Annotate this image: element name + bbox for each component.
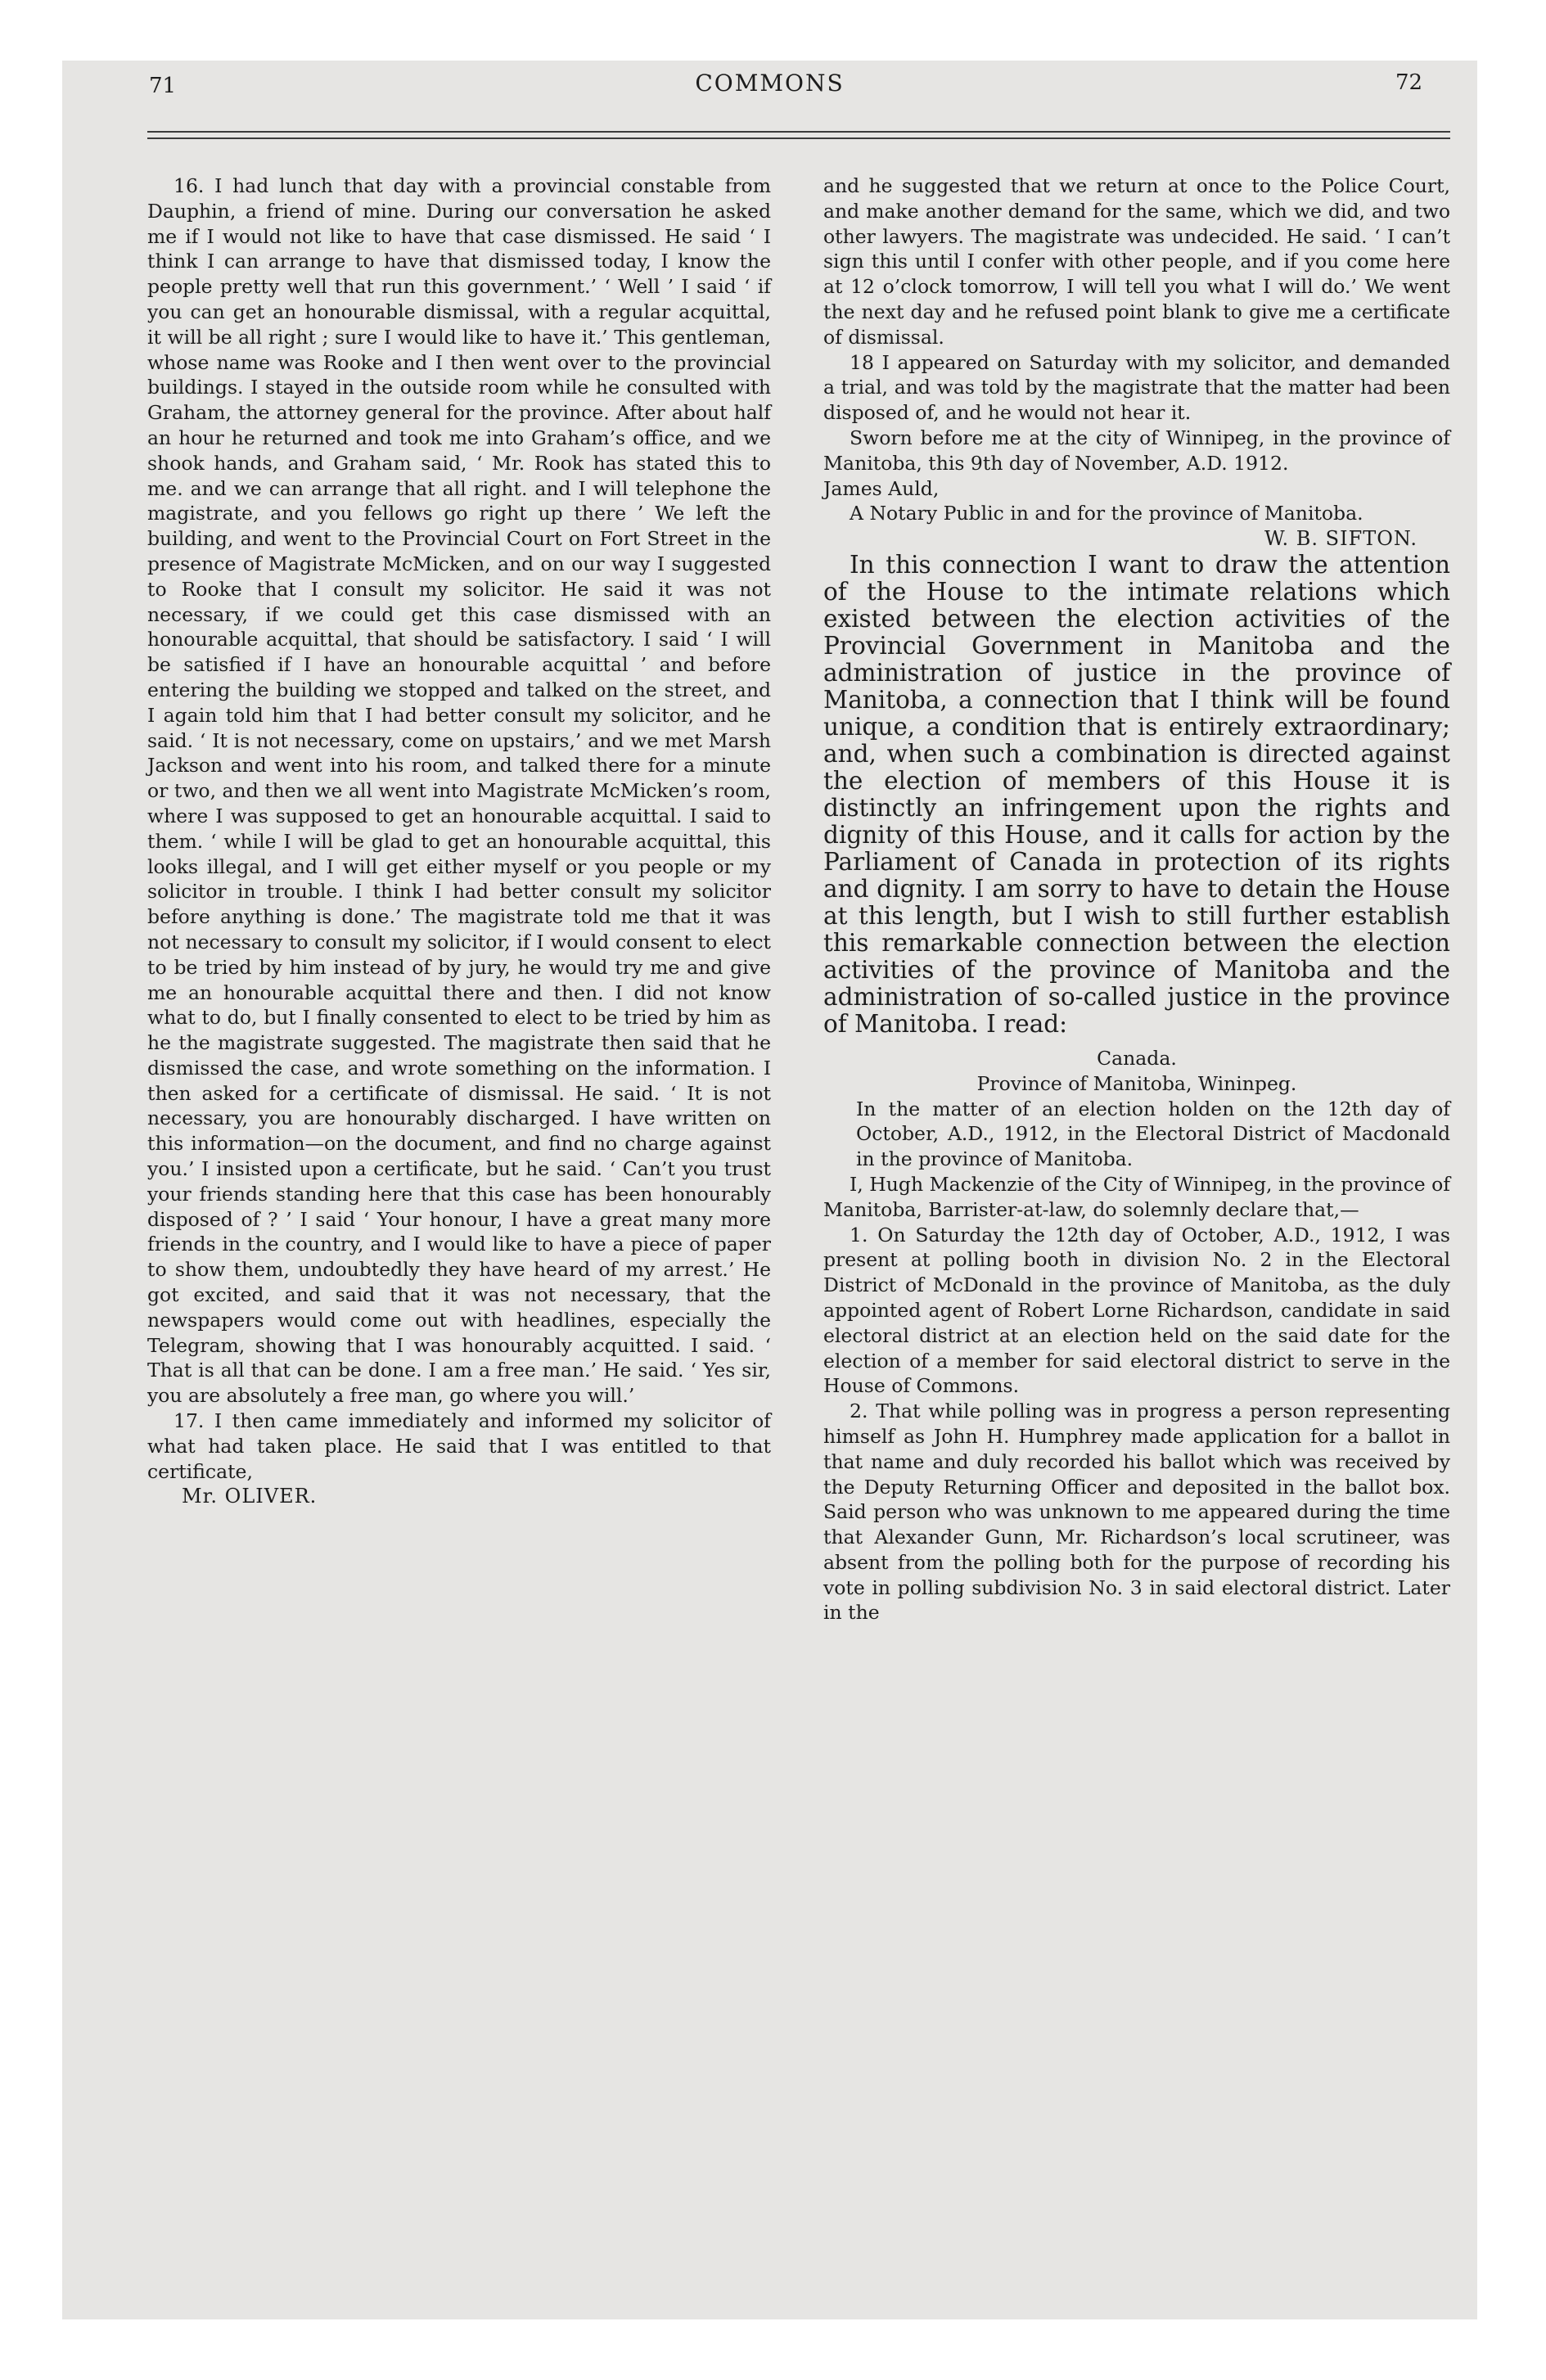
left-column: [147, 174, 771, 1509]
right-page-number: 72: [1395, 70, 1423, 95]
document-province: Province of Manitoba, Wininpeg.: [976, 1071, 1297, 1095]
paragraph-18: 18 I appeared on Saturday with my solicitor, and demanded a trial, and was told by the magistrate that the matter had been disposed of, and he would not hear it.: [823, 350, 1450, 425]
notary-title: A Notary Public in and for the province of Manitoba.: [850, 502, 1363, 525]
paragraph-17: 17. I then came immediately and informed my solicitor of what had taken place. He said that I was entitled to that certificate,: [147, 1409, 771, 1483]
running-title: COMMONS: [695, 70, 845, 97]
paragraph-17-continued: and he suggested that we return at once to the Police Court, and make another demand for the same, which we did, and two other lawyers. The magistrate was undecided. He said. ‘ I can’t sign this until I confer with other people, and if you come here at 12 o’clock tomorrow, I will tell you what I will do.’ We went the next day and he refused point blank to give me a certificate of dismissal.: [823, 174, 1450, 349]
document-matter: In the matter of an election holden on the 12th day of October, A.D., 1912, in the Electoral District of Macdonald in the province of Manitoba.: [856, 1097, 1450, 1171]
header-rule-bottom: [147, 137, 1450, 139]
speech-paragraph: In this connection I want to draw the attention of the House to the intimate relations which existed between the election activities of the Provincial Government in Manitoba and the administration of justice in the province of Manitoba, a connection that I think will be found unique, a condition that is entirely extraordinary; and, when such a combination is directed against the election of members of this House it is distinctly an infringement upon the rights and dignity of this House, and it calls for action by the Parliament of Canada in protection of its rights and dignity. I am sorry to have to detain the House at this length, but I wish to still further establish this remarkable connection between the election activities of the province of Manitoba and the administration of so-called justice in the province of Manitoba. I read:: [823, 550, 1450, 1038]
signature-sifton: W. B. SIFTON.: [1264, 527, 1418, 551]
document-item-1: 1. On Saturday the 12th day of October, A.D., 1912, I was present at polling booth in division No. 2 in the Electoral District of McDonald in the province of Manitoba, as the duly appointed agent of Robert Lorne Richardson, candidate in said electoral district at an election held on the said date for the election of a member for said electoral district to serve in the House of Commons.: [823, 1223, 1450, 1398]
paragraph-16: 16. I had lunch that day with a provincial constable from Dauphin, a friend of mine. During our conversation he asked me if I would not like to have that case dismissed. He said ‘ I think I can arrange to have that dismissed today, I know the people pretty well that run this government.’ ‘ Well ’ I said ‘ if you can get an honourable dismissal, with a regular acquittal, it will be all right ; sure I would like to have it.’ This gentleman, whose name was Rooke and I then went over to the provincial buildings. I stayed in the outside room while he consulted with Graham, the attorney general for the province. After about half an hour he returned and took me into Graham’s office, and we shook hands, and Graham said, ‘ Mr. Rook has stated this to me. and we can arrange that all right. and I will telephone the magistrate, and you fellows go right up there ’ We left the building, and went to the Provincial Court on Fort Street in the presence of Magistrate McMicken, and on our way I suggested to Rooke that I consult my solicitor. He said it was not necessary, if we could get this case dismissed with an honourable acquittal, that should be satisfactory. I said ‘ I will be satisfied if I have an honourable acquittal ’ and before entering the building we stopped and talked on the street, and I again told him that I had better consult my solicitor, and he said. ‘ It is not necessary, come on upstairs,’ and we met Marsh Jackson and went into his room, and talked there for a minute or two, and then we all went into Magistrate McMicken’s room, where I was supposed to get an honourable acquittal. I said to them. ‘ while I will be glad to get an honourable acquittal, this looks illegal, and I will get either myself or you people or my solicitor in trouble. I think I had better consult my solicitor before anything is done.’ The magistrate told me that it was not necessary to consult my solicitor, if I would consent to elect to be tried by him instead of by jury, he would try me and give me an honourable acquittal there and then. I did not know what to do, but I finally consented to elect to be tried by him as he the magistrate suggested. The magistrate then said that he dismissed the case, and wrote something on the information. I then asked for a certificate of dismissal. He said. ‘ It is not necessary, you are honourably discharged. I have written on this information—on the document, and find no charge against you.’ I insisted upon a certificate, but he said. ‘ Can’t you trust your friends standing here that this case has been honourably disposed of ? ’ I said ‘ Your honour, I have a great many more friends in the country, and I would like to have a piece of paper to show them, undoubtedly they have heard of my arrest.’ He got excited, and said that it was not necessary, that the newspapers would come out with headlines, especially the Telegram, showing that I was honourably acquitted. I said. ‘ That is all that can be done. I am a free man.’ He said. ‘ Yes sir, you are absolutely a free man, go where you will.’: [147, 174, 771, 1408]
right-column: [823, 174, 1450, 1625]
sworn-statement: Sworn before me at the city of Winnipeg, in the province of Manitoba, this 9th day of November, A.D. 1912.: [823, 426, 1450, 475]
document-country: Canada.: [1097, 1046, 1177, 1070]
document-declarant: I, Hugh Mackenzie of the City of Winnipeg, in the province of Manitoba, Barrister-at-law, do solemnly declare that,—: [823, 1172, 1450, 1221]
header-rule-top: [147, 131, 1450, 133]
left-page-number: 71: [149, 74, 177, 98]
document-item-2: 2. That while polling was in progress a person representing himself as John H. Humphrey made application for a ballot in that name and duly recorded his ballot which was received by the Deputy Returning Officer and deposited in the ballot box. Said person who was unknown to me appeared during the time that Alexander Gunn, Mr. Richardson’s local scrutineer, was absent from the polling both for the purpose of recording his vote in polling subdivision No. 3 in said electoral district. Later in the: [823, 1400, 1450, 1625]
speaker-name: Mr. OLIVER.: [182, 1485, 318, 1508]
notary-name: James Auld,: [823, 476, 940, 500]
